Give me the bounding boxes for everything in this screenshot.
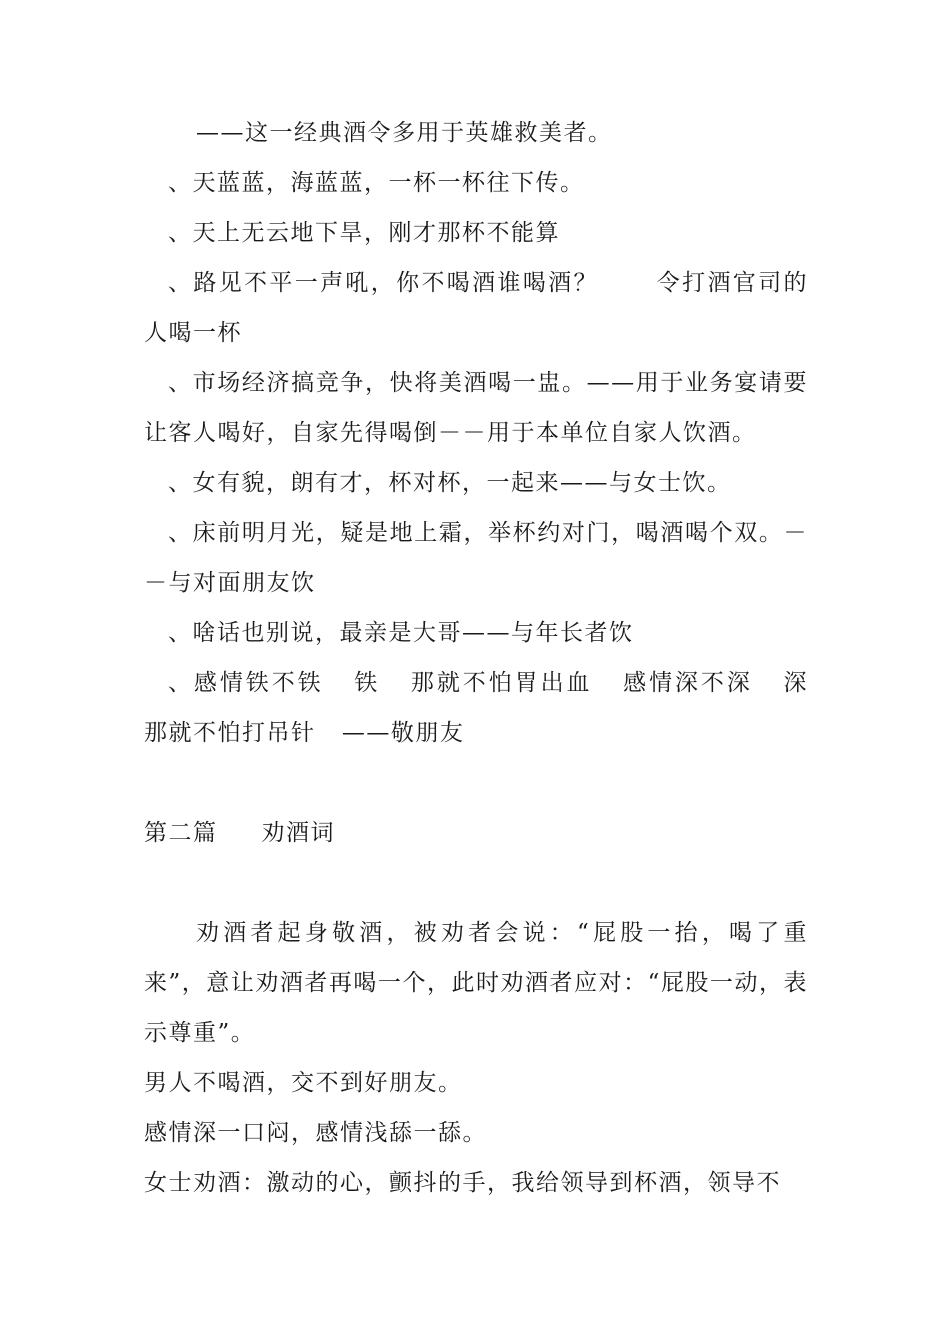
paragraph-line-6: 、女有貌，朗有才，杯对杯，一起来——与女士饮。 [168,470,732,496]
spacer [144,858,808,908]
section-heading: 第二篇 劝酒词 [144,820,336,846]
paragraph-line-1: ——这一经典酒令多用于英雄救美者。 [196,120,613,146]
paragraph-section2-4: 女士劝酒：激动的心，颤抖的手，我给领导到杯酒，领导不 [144,1170,781,1196]
spacer [144,758,808,808]
paragraph-line-8: 、啥话也别说，最亲是大哥——与年长者饮 [168,620,634,646]
paragraph-section2-1: 劝酒者起身敬酒，被劝者会说：“屁股一抬，喝了重来”，意让劝酒者再喝一个，此时劝酒者应对：“屁股一动，表示尊重”。 [144,920,808,1046]
paragraph-line-9: 、感情铁不铁 铁 那就不怕胃出血 感情深不深 深 那就不怕打吊针 ——敬朋友 [144,670,835,746]
paragraph-line-5: 、市场经济搞竞争，快将美酒喝一盅。——用于业务宴请要让客人喝好，自家先得喝倒－－用于本单位自家人饮酒。 [144,370,808,446]
paragraph-section2-3: 感情深一口闷，感情浅舔一舔。 [144,1120,487,1146]
paragraph-line-3: 、天上无云地下旱，刚才那杯不能算 [168,220,560,246]
paragraph-line-7: 、床前明月光，疑是地上霜，举杯约对门，喝酒喝个双。－－与对面朋友饮 [144,520,808,596]
document-body [144,108,835,1208]
paragraph-line-4: 、路见不平一声吼，你不喝酒谁喝酒？ 令打酒官司的人喝一杯 [144,270,808,346]
paragraph-line-2: 、天蓝蓝，海蓝蓝，一杯一杯往下传。 [168,170,585,196]
paragraph-section2-2: 男人不喝酒，交不到好朋友。 [144,1070,463,1096]
